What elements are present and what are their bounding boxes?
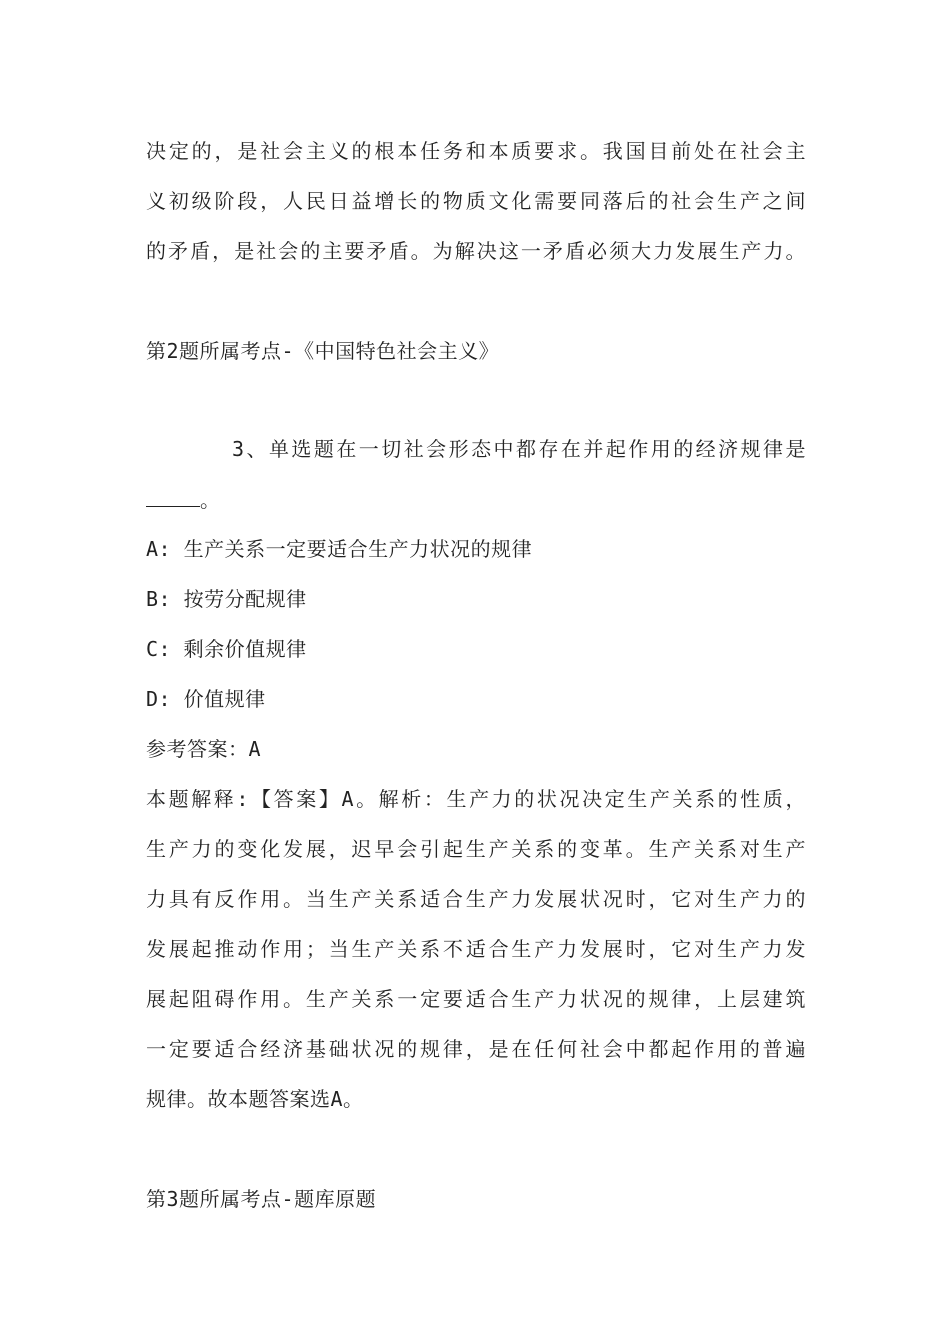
explanation-line-6: 一定要适合经济基础状况的规律，是在任何社会中都起作用的普遍 [146,1037,806,1061]
explanation-line-7: 规律。故本题答案选A。 [146,1087,364,1111]
explanation-line-1: 本题解释:【答案】A。解析：生产力的状况决定生产关系的性质， [146,787,806,811]
intro-line-2: 义初级阶段，人民日益增长的物质文化需要同落后的社会生产之间 [146,189,806,213]
option-c: C: 剩余价值规律 [146,637,307,661]
option-b: B: 按劳分配规律 [146,587,307,611]
question-3-stem-continuation [146,484,806,515]
question-3-stem-end: 。 [200,488,221,512]
explanation-line-4: 发展起推动作用；当生产关系不适合生产力发展时，它对生产力发 [146,937,806,961]
intro-line-3: 的矛盾，是社会的主要矛盾。为解决这一矛盾必须大力发展生产力。 [146,239,806,263]
explanation-line-3: 力具有反作用。当生产关系适合生产力发展状况时，它对生产力的 [146,887,806,911]
question-2-topic: 第2题所属考点-《中国特色社会主义》 [146,339,500,363]
intro-line-1: 决定的，是社会主义的根本任务和本质要求。我国目前处在社会主 [146,139,806,163]
question-3-topic: 第3题所属考点-题库原题 [146,1187,377,1211]
question-3-stem: 3、单选题在一切社会形态中都存在并起作用的经济规律是 [232,437,806,461]
explanation-line-5: 展起阻碍作用。生产关系一定要适合生产力状况的规律，上层建筑 [146,987,806,1011]
reference-answer: 参考答案：A [146,737,262,761]
answer-blank [146,484,200,507]
explanation-line-2: 生产力的变化发展，迟早会引起生产关系的变革。生产关系对生产 [146,837,806,861]
option-a: A: 生产关系一定要适合生产力状况的规律 [146,537,533,561]
option-d: D: 价值规律 [146,687,266,711]
